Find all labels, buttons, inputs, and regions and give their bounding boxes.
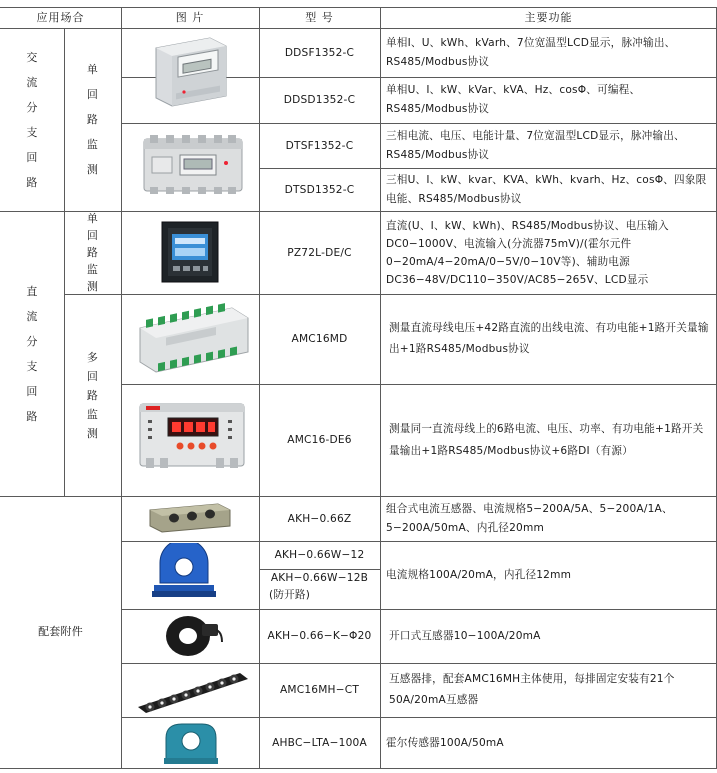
function-cell: 测量直流母线电压+42路直流的出线电流、有功电能+1路开关量输出+1路RS485/Modbus协议 xyxy=(389,322,709,355)
model-cell: DTSD1352-C xyxy=(284,183,355,196)
model-cell: AKH−0.66W−12B (防开路) xyxy=(269,572,369,601)
blue-ct-image xyxy=(148,543,220,605)
panel-meter-image xyxy=(160,220,222,286)
function-cell: 三相电流、电压、电能计量、7位宽温型LCD显示，脉冲输出、RS485/Modbus协议 xyxy=(386,129,685,161)
model-cell: AMC16MH−CT xyxy=(279,684,360,696)
ct-bar-image xyxy=(136,667,254,715)
model-cell: AKH−0.66−K−Φ20 xyxy=(267,630,372,642)
category-multi-loop: 多 回 路 监 测 xyxy=(86,350,99,440)
model-cell: DTSF1352-C xyxy=(285,139,354,152)
function-cell: 电流规格100A/20mA，内孔径12mm xyxy=(386,569,572,581)
hall-sensor-image xyxy=(160,720,222,766)
model-cell: AKH−0.66Z xyxy=(287,512,352,525)
header-scene: 应用场合 xyxy=(36,10,85,24)
function-cell: 单相I、U、kWh、kVarh、7位宽温型LCD显示，脉冲输出、RS485/Modbus协议 xyxy=(386,36,676,68)
model-cell: AMC16-DE6 xyxy=(287,434,352,446)
header-model: 型 号 xyxy=(305,10,334,24)
category-single-loop-ac: 单 回 路 监 测 xyxy=(86,63,99,176)
category-accessories: 配套附件 xyxy=(38,625,83,638)
header-picture: 图 片 xyxy=(175,10,205,24)
model-cell: AMC16MD xyxy=(291,333,348,345)
function-cell: 测量同一直流母线上的6路电流、电压、功率、有功电能+1路开关量输出+1路RS485/Modbus协议+6路DI（有源） xyxy=(389,423,704,457)
three-phase-meter-image xyxy=(140,133,248,197)
header-function: 主要功能 xyxy=(524,10,573,24)
category-single-loop-dc: 单 回 路 监 测 xyxy=(86,212,99,293)
function-cell: 组合式电流互感器、电流规格5−200A/5A、5−200A/1A、5−200A/50mA、内孔径20mm xyxy=(386,502,673,534)
model-cell: PZ72L-DE/C xyxy=(287,246,352,259)
function-cell: 开口式互感器10−100A/20mA xyxy=(389,630,541,642)
category-ac-branch: 交 流 分 支 回 路 xyxy=(26,50,38,189)
function-cell: 霍尔传感器100A/50mA xyxy=(386,736,504,749)
split-core-ct-image xyxy=(158,612,224,660)
model-cell: AHBC−LTA−100A xyxy=(272,736,367,749)
dc-energy-meter-image xyxy=(136,396,248,474)
model-cell: DDSD1352-C xyxy=(283,94,356,106)
model-cell: DDSF1352-C xyxy=(284,46,355,59)
combined-ct-image xyxy=(148,500,232,534)
function-cell: 三相U、I、kW、kvar、KVA、kWh、kvarh、Hz、cosΦ、四象限电能、RS485/Modbus协议 xyxy=(386,173,707,205)
model-cell: AKH−0.66W−12 xyxy=(274,549,365,561)
multi-loop-module-image xyxy=(136,300,252,378)
single-phase-meter-image xyxy=(150,34,230,114)
function-cell: 直流(U、I、kW、kWh)、RS485/Modbus协议、电压输入DC0−1000V、电流输入(分流器75mV)/(霍尔元件0−20mA/4−20mA/0−5V/0−10V等)、辅助电源DC36−48V/DC110−350V/AC85−265V、LCD显示 xyxy=(386,219,669,286)
category-dc-branch: 直 流 分 支 回 路 xyxy=(26,284,38,423)
function-cell: 互感器排，配套AMC16MH主体使用，每排固定安装有21个50A/20mA互感器 xyxy=(389,673,675,706)
function-cell: 单相U、I、kW、kVar、kVA、Hz、cosΦ、可编程、RS485/Modbus协议 xyxy=(386,84,641,115)
